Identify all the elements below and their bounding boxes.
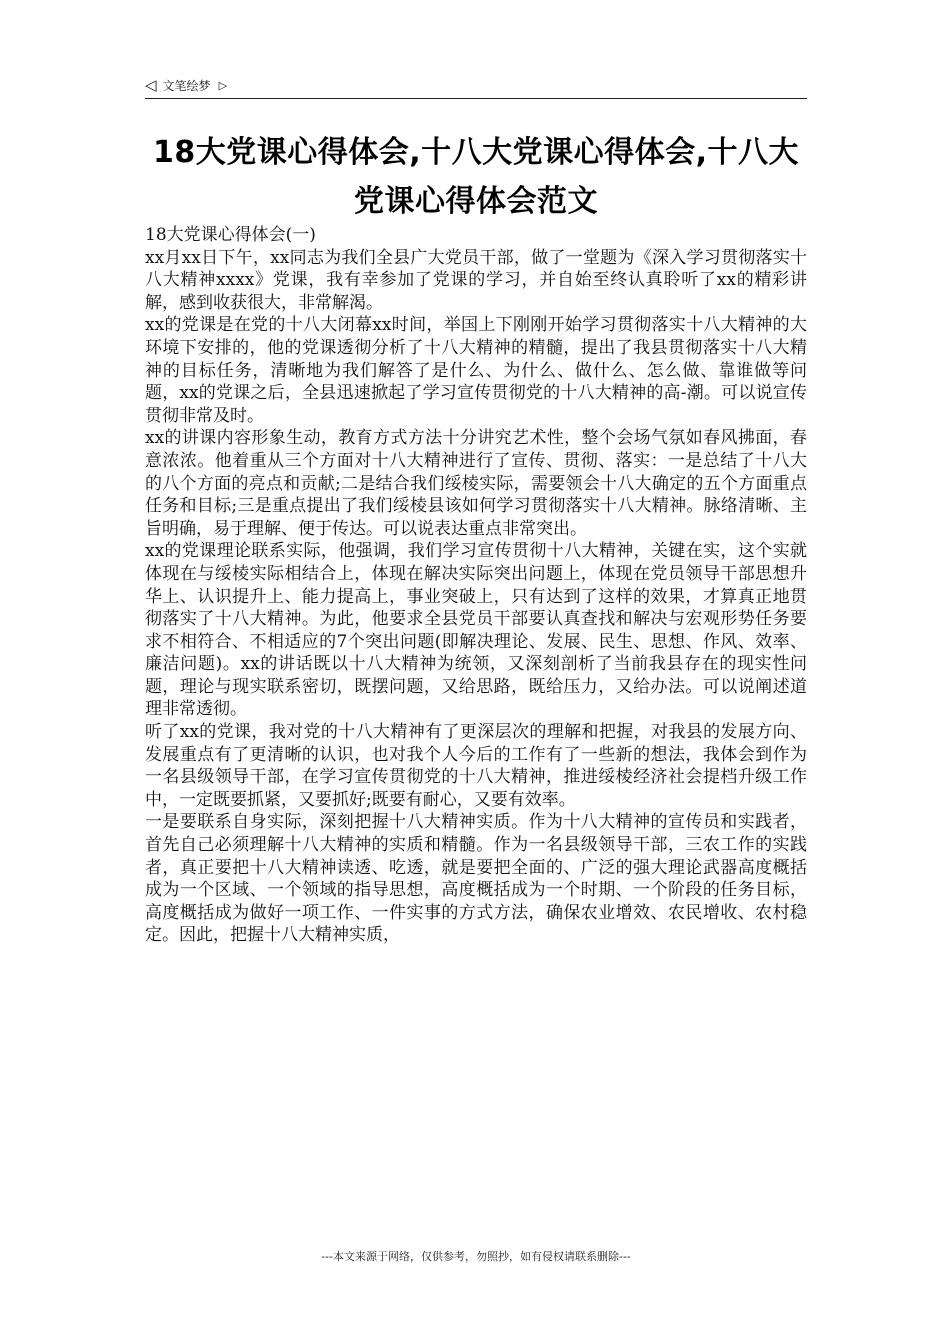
- triangle-right-icon: ▷: [218, 78, 228, 92]
- paragraph: xx的讲课内容形象生动，教育方式方法十分讲究艺术性，整个会场气氛如春风拂面，春意浓浓。他着重从三个方面对十八大精神进行了宣传、贯彻、落实：一是总结了十八大的八个方面的亮点和贡献;二是结合我们绥棱实际，需要领会十八大确定的五个方面重点任务和目标;三是重点提出了我们绥棱县该如何学习贯彻落实十八大精神。脉络清晰、主旨明确，易于理解、便于传达。可以说表达重点非常突出。: [145, 428, 807, 539]
- footer-disclaimer: ---本文来源于网络，仅供参考，勿照抄，如有侵权请联系删除---: [321, 1250, 631, 1263]
- header-brand: 文笔绘梦: [162, 78, 211, 93]
- triangle-left-icon: ◁: [145, 75, 157, 94]
- paragraph: 一是要联系自身实际，深刻把握十八大精神实质。作为十八大精神的宣传员和实践者，首先自己必须理解十八大精神的实质和精髓。作为一名县级领导干部，三农工作的实践者，真正要把十八大精神读透、吃透，就是要把全面的、广泛的强大理论武器高度概括成为一个区域、一个领域的指导思想，高度概括成为一个时期、一个阶段的任务目标，高度概括成为做好一项工作、一件实事的方式方法，确保农业增效、农民增收、农村稳定。因此，把握十八大精神实质，: [145, 812, 807, 946]
- document-title: 18大党课心得体会,十八大党课心得体会,十八大党课心得体会范文: [152, 135, 800, 219]
- paragraph: xx的党课理论联系实际，他强调，我们学习宣传贯彻十八大精神，关键在实，这个实就体现在与绥棱实际相结合上，体现在解决实际突出问题上，体现在党员领导干部思想升华上、认识提升上、能力提高上，事业突破上，只有达到了这样的效果，才算真正地贯彻落实了十八大精神。为此，他要求全县党员干部要认真查找和解决与宏观形势任务要求不相符合、不相适应的7个突出问题(即解决理论、发展、民生、思想、作风、效率、廉洁问题)。xx的讲话既以十八大精神为统领，又深刻剖析了当前我县存在的现实性问题，理论与现实联系密切，既摆问题，又给思路，既给压力，又给办法。可以说阐述道理非常透彻。: [145, 541, 807, 720]
- section-heading: 18大党课心得体会(一): [145, 225, 316, 245]
- document-body: [145, 224, 807, 947]
- paragraph: xx的党课是在党的十八大闭幕xx时间，举国上下刚刚开始学习贯彻落实十八大精神的大环境下安排的，他的党课透彻分析了十八大精神的精髓，提出了我县贯彻落实十八大精神的目标任务，清晰地为我们解答了是什么、为什么、做什么、怎么做、靠谁做等问题，xx的党课之后，全县迅速掀起了学习宣传贯彻党的十八大精神的高-潮。可以说宣传贯彻非常及时。: [145, 315, 807, 426]
- paragraph: xx月xx日下午，xx同志为我们全县广大党员干部，做了一堂题为《深入学习贯彻落实十八大精神xxxx》党课，我有幸参加了党课的学习，并自始至终认真聆听了xx的精彩讲解，感到收获很大，非常解渴。: [145, 247, 807, 313]
- document-header: [145, 72, 807, 99]
- paragraph: 听了xx的党课，我对党的十八大精神有了更深层次的理解和把握，对我县的发展方向、发展重点有了更清晰的认识，也对我个人今后的工作有了一些新的想法，我体会到作为一名县级领导干部，在学习宣传贯彻党的十八大精神，推进绥棱经济社会提档升级工作中，一定既要抓紧，又要抓好;既要有耐心，又要有效率。: [145, 722, 807, 810]
